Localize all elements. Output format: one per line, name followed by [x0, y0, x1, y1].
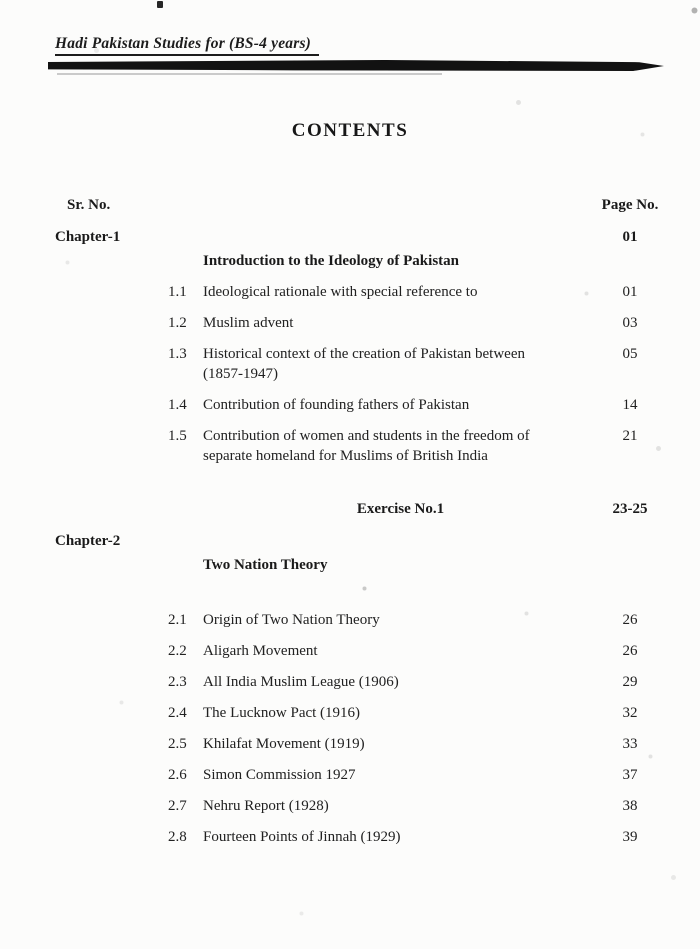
spacer-cell	[168, 195, 203, 215]
item-title: Fourteen Points of Jinnah (1929)	[203, 829, 401, 845]
item-title: Ideological rationale with special reference to	[203, 284, 478, 300]
item-number	[168, 499, 203, 519]
item-number: 2.3	[168, 674, 187, 690]
toc-row-2.2	[55, 641, 662, 661]
header-rule-bar	[48, 60, 664, 71]
item-title: Muslim advent	[203, 315, 294, 331]
toc-row-chapter-2	[55, 531, 662, 551]
item-title: The Lucknow Pact (1916)	[203, 705, 361, 721]
item-number	[168, 531, 203, 551]
toc-row-2.3	[55, 672, 662, 692]
item-title-line2: (1857-1947)	[203, 366, 278, 382]
toc-row-chapter-1	[55, 227, 662, 247]
page-number: 38	[622, 798, 638, 814]
item-number: 2.8	[168, 829, 187, 845]
spacer-cell	[203, 195, 598, 215]
page-number: 01	[622, 229, 638, 245]
item-number: 2.5	[168, 736, 187, 752]
scan-speckles	[0, 0, 3, 3]
toc-row-exercise	[55, 499, 662, 519]
chapter-label	[55, 641, 168, 661]
item-title: Exercise No.1	[356, 501, 445, 517]
toc-row-1.4	[55, 395, 662, 415]
item-title: Historical context of the creation of Pakistan between (1857-1947)	[203, 344, 598, 384]
toc-rows	[55, 227, 662, 847]
item-number: 1.4	[168, 397, 187, 413]
chapter-label	[55, 395, 168, 415]
item-title	[203, 531, 598, 551]
ink-speck	[157, 1, 163, 8]
page-number: 29	[622, 674, 638, 690]
page-number: 32	[622, 705, 638, 721]
item-number: 1.1	[168, 284, 187, 300]
running-header	[55, 35, 319, 56]
page-number: 23-25	[612, 501, 648, 517]
item-number: 1.5	[168, 428, 187, 444]
chapter-label	[55, 703, 168, 723]
page-number	[598, 531, 662, 551]
item-number: 1.3	[168, 346, 187, 362]
toc-row-2.5	[55, 734, 662, 754]
item-number: 2.2	[168, 643, 187, 659]
table-of-contents	[55, 195, 662, 847]
item-title: Contribution of founding fathers of Pakistan	[203, 397, 470, 413]
page-number: 26	[622, 643, 638, 659]
toc-row-2.1	[55, 610, 662, 630]
item-number	[168, 251, 203, 271]
page-number: 21	[622, 428, 638, 444]
chapter-label	[55, 765, 168, 785]
chapter-label	[55, 555, 168, 575]
page-number: 26	[622, 612, 638, 628]
chapter-label	[55, 734, 168, 754]
chapter-label	[55, 672, 168, 692]
toc-row-1.2	[55, 313, 662, 333]
item-title: All India Muslim League (1906)	[203, 674, 399, 690]
page-number	[598, 251, 662, 271]
page-number: 39	[622, 829, 638, 845]
chapter-label: Chapter-1	[55, 229, 121, 245]
toc-row-1.5	[55, 426, 662, 466]
page-number: 14	[622, 397, 638, 413]
column-header-sr-no: Sr. No.	[67, 197, 111, 213]
item-number: 2.7	[168, 798, 187, 814]
item-number: 2.1	[168, 612, 187, 628]
item-title: Khilafat Movement (1919)	[203, 736, 365, 752]
chapter-label	[55, 251, 168, 271]
item-number: 2.4	[168, 705, 187, 721]
item-title	[203, 227, 598, 247]
page-number: 05	[622, 346, 638, 362]
item-number: 2.6	[168, 767, 187, 783]
toc-row-1.3	[55, 344, 662, 384]
toc-row-1.1	[55, 282, 662, 302]
item-title: Origin of Two Nation Theory	[203, 612, 380, 628]
toc-row-section	[55, 555, 662, 575]
item-title: Two Nation Theory	[203, 557, 328, 573]
item-title: Contribution of women and students in the freedom of separate homeland for Muslims of British India	[203, 426, 598, 466]
column-header-page-no: Page No.	[601, 197, 659, 213]
chapter-label	[55, 313, 168, 333]
page-number: 33	[622, 736, 638, 752]
toc-row-2.4	[55, 703, 662, 723]
page-number: 37	[622, 767, 638, 783]
page-number: 03	[622, 315, 638, 331]
item-title: Nehru Report (1928)	[203, 798, 329, 814]
chapter-label	[55, 426, 168, 466]
item-title: Introduction to the Ideology of Pakistan	[203, 253, 459, 269]
item-title-line2: separate homeland for Muslims of British India	[203, 448, 488, 464]
toc-row-2.7	[55, 796, 662, 816]
page-number: 01	[622, 284, 638, 300]
chapter-label	[55, 499, 168, 519]
chapter-label	[55, 282, 168, 302]
toc-column-headers	[55, 195, 662, 215]
item-title: Aligarh Movement	[203, 643, 318, 659]
item-number	[168, 555, 203, 575]
toc-row-2.6	[55, 765, 662, 785]
page-number	[598, 555, 662, 575]
chapter-label	[55, 344, 168, 384]
chapter-label	[55, 610, 168, 630]
item-number	[168, 227, 203, 247]
toc-row-section	[55, 251, 662, 271]
header-rule-shadow	[57, 73, 442, 75]
page-title: CONTENTS	[291, 120, 409, 141]
item-title: Simon Commission 1927	[203, 767, 356, 783]
item-number: 1.2	[168, 315, 187, 331]
chapter-label: Chapter-2	[55, 533, 121, 549]
running-header-title: Hadi Pakistan Studies for (BS-4 years)	[55, 35, 319, 56]
chapter-label	[55, 796, 168, 816]
chapter-label	[55, 827, 168, 847]
toc-row-2.8	[55, 827, 662, 847]
